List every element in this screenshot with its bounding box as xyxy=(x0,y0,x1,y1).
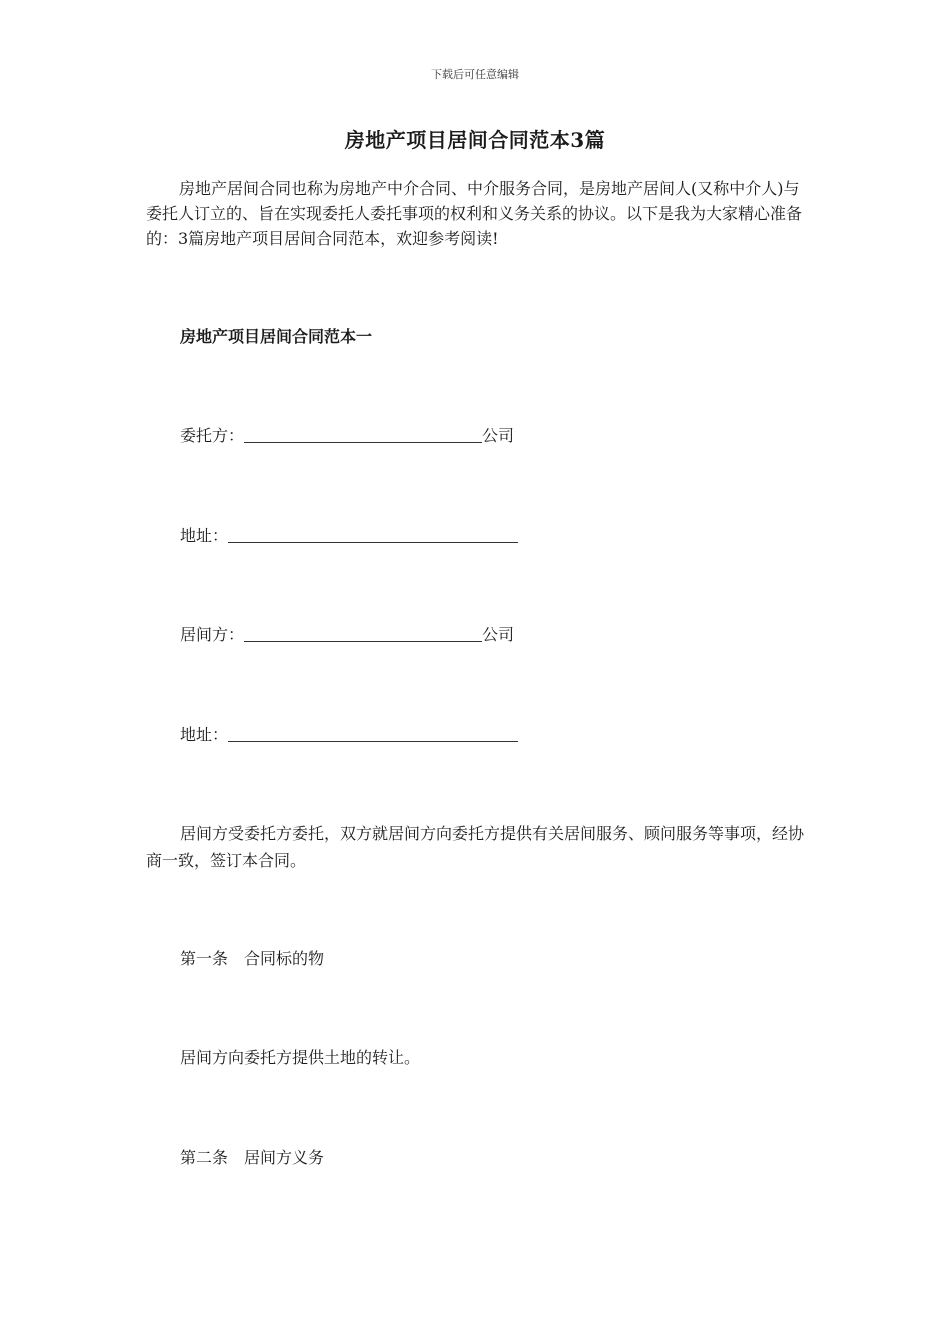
principal-address-blank xyxy=(228,526,518,543)
article-2-title: 第二条 居间方义务 xyxy=(180,1148,325,1167)
intermediary-address-line xyxy=(180,722,518,747)
principal-blank xyxy=(244,426,482,443)
intermediary-address-blank xyxy=(228,725,518,742)
article-1-title: 第一条 合同标的物 xyxy=(180,949,325,968)
principal-address-label: 地址： xyxy=(180,526,229,545)
section-heading: 房地产项目居间合同范本一 xyxy=(180,327,373,346)
intermediary-address-label: 地址： xyxy=(180,725,229,744)
intermediary-label: 居间方： xyxy=(180,625,245,644)
intermediary-suffix: 公司 xyxy=(482,625,515,644)
intro-paragraph: 房地产居间合同也称为房地产中介合同、中介服务合同，是房地产居间人(又称中介人)与委托人订立的、旨在实现委托人委托事项的权利和义务关系的协议。以下是我为大家精心准备的：3篇房地产项目居间合同范本，欢迎参考阅读! xyxy=(146,179,803,248)
document-title: 房地产项目居间合同范本3篇 xyxy=(344,128,606,152)
principal-suffix: 公司 xyxy=(482,426,515,445)
principal-address-line xyxy=(180,523,518,548)
agreement-paragraph: 居间方受委托方委托，双方就居间方向委托方提供有关居间服务、顾问服务等事项，经协商一致，签订本合同。 xyxy=(146,824,805,870)
principal-line xyxy=(180,423,514,448)
page-header-note: 下载后可任意编辑 xyxy=(431,68,519,81)
intermediary-line xyxy=(180,622,514,647)
intermediary-blank xyxy=(244,625,482,642)
principal-label: 委托方： xyxy=(180,426,245,445)
article-1-text: 居间方向委托方提供土地的转让。 xyxy=(180,1048,421,1067)
